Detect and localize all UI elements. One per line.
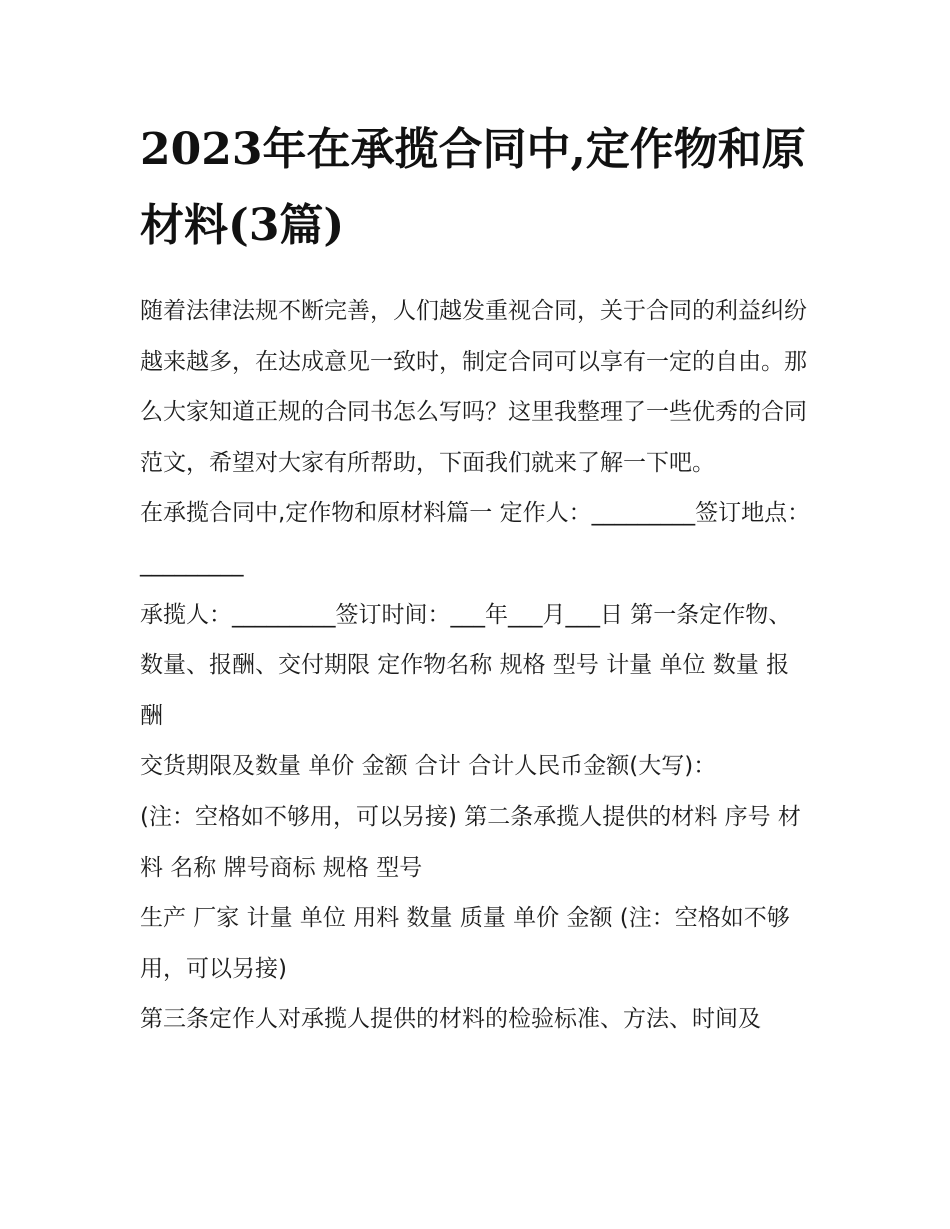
- materials-paragraph: (注：空格如不够用，可以另接) 第二条承揽人提供的材料 序号 材料 名称 牌号商标 规格 型号: [140, 803, 801, 881]
- materials-detail-paragraph: 生产 厂家 计量 单位 用料 数量 质量 单价 金额 (注：空格如不够用，可以另接): [140, 905, 790, 982]
- inspection-paragraph: 第三条定作人对承揽人提供的材料的检验标准、方法、时间及: [140, 1006, 761, 1033]
- delivery-paragraph: 交货期限及数量 单价 金额 合计 合计人民币金额(大写)：: [140, 753, 717, 780]
- contractor-paragraph: 承揽人：_________签订时间：___年___月___日 第一条定作物、数量、报酬、交付期限 定作物名称 规格 型号 计量 单位 数量 报酬: [140, 601, 792, 729]
- intro-paragraph: 随着法律法规不断完善，人们越发重视合同，关于合同的利益纠纷越来越多，在达成意见一致时，制定合同可以享有一定的自由。那么大家知道正规的合同书怎么写吗？这里我整理了一些优秀的合同范文，希望对大家有所帮助，下面我们就来了解一下吧。: [140, 298, 807, 476]
- document-body: [140, 112, 812, 1045]
- contract-parties-paragraph: 在承揽合同中,定作物和原材料篇一 定作人：_________签订地点：_________: [140, 500, 811, 577]
- document-title: 2023年在承揽合同中,定作物和原材料(3篇): [140, 124, 806, 251]
